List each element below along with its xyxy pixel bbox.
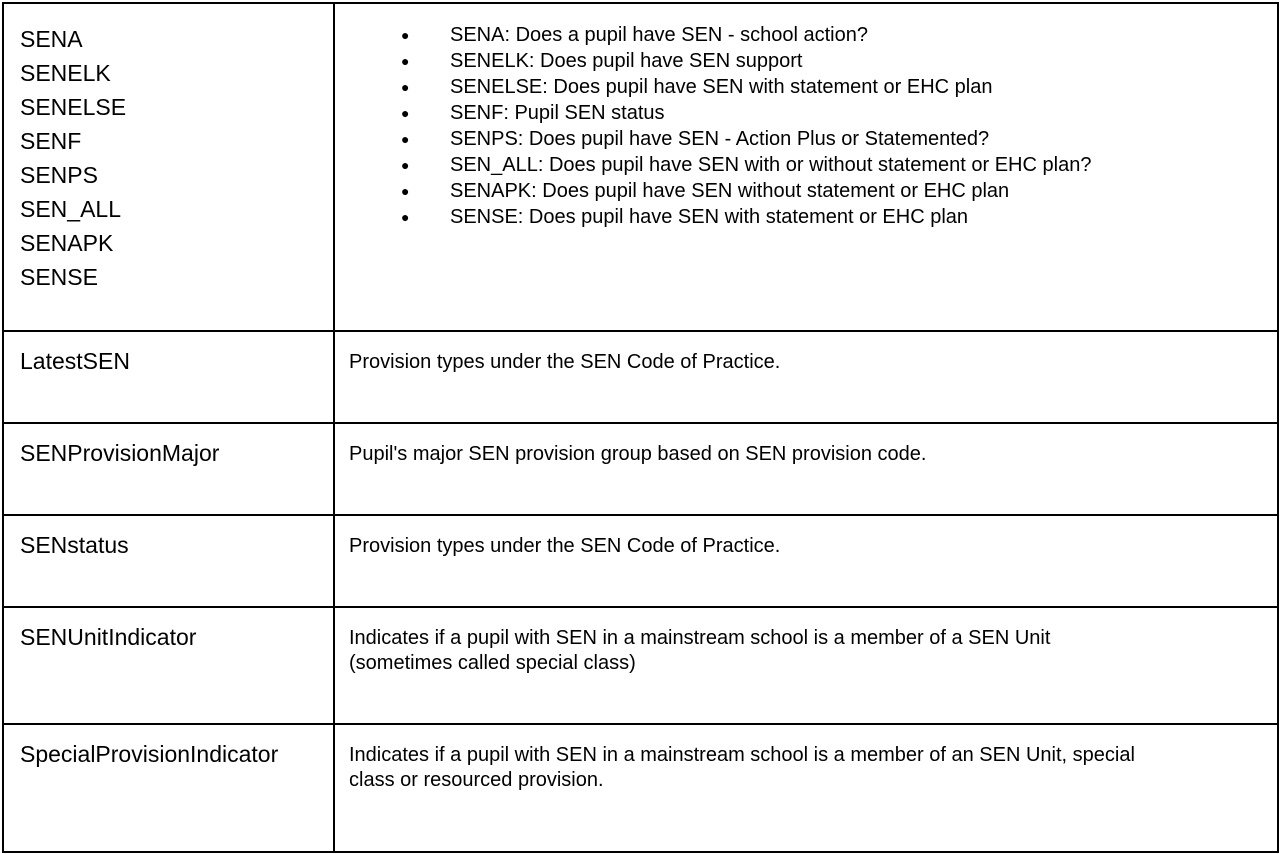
term-name: SENELSE [20,94,127,120]
term-name: SENProvisionMajor [20,440,220,466]
description-line: (sometimes called special class) [349,652,636,674]
term-cell [3,423,334,515]
description-line: Pupil's major SEN provision group based on SEN provision code. [349,443,927,465]
term-name: SENELK [20,60,111,86]
table-row [3,724,1278,852]
term-cell [3,331,334,423]
term-name: LatestSEN [20,348,130,374]
description-text [335,424,1277,467]
table-row [3,423,1278,515]
term-name: SEN_ALL [20,196,122,222]
term-name: SENF [20,128,82,154]
description-text [335,725,1277,793]
list-item: ● SENA: Does a pupil have SEN - school action? [401,22,1277,48]
table-row [3,607,1278,724]
term-cell [3,3,334,331]
list-item: ● SENSE: Does pupil have SEN with statement or EHC plan [401,204,1277,230]
description-cell [334,331,1278,423]
list-item: ● SENAPK: Does pupil have SEN without statement or EHC plan [401,178,1277,204]
description-cell [334,423,1278,515]
description-text [335,608,1277,676]
list-item: ● SENELSE: Does pupil have SEN with statement or EHC plan [401,74,1277,100]
term-list [4,4,333,294]
description-line: Provision types under the SEN Code of Practice. [349,351,781,373]
description-line: Indicates if a pupil with SEN in a mainstream school is a member of a SEN Unit [349,627,1051,649]
variable-table [2,2,1279,853]
table-row [3,515,1278,607]
description-line: Provision types under the SEN Code of Practice. [349,535,781,557]
term-name: SENPS [20,162,98,188]
description-cell [334,515,1278,607]
term-cell [3,724,334,852]
term-name: SENSE [20,264,98,290]
term-name: SpecialProvisionIndicator [20,741,279,767]
description-cell [334,607,1278,724]
description-line: Indicates if a pupil with SEN in a mainstream school is a member of an SEN Unit, special [349,744,1135,766]
table-row [3,331,1278,423]
term-name: SENA [20,26,83,52]
list-item: ● SENF: Pupil SEN status [401,100,1277,126]
list-item: ● SEN_ALL: Does pupil have SEN with or without statement or EHC plan? [401,152,1277,178]
description-text [335,516,1277,559]
term-name: SENAPK [20,230,114,256]
description-line: class or resourced provision. [349,769,604,791]
term-cell [3,515,334,607]
table-row [3,3,1278,331]
list-item: ● SENELK: Does pupil have SEN support [401,48,1277,74]
list-item: ● SENPS: Does pupil have SEN - Action Plus or Statemented? [401,126,1277,152]
description-cell [334,724,1278,852]
term-cell [3,607,334,724]
term-name: SENstatus [20,532,129,558]
description-text [335,332,1277,375]
bullet-list [335,4,1277,230]
term-name: SENUnitIndicator [20,624,197,650]
description-cell [334,3,1278,331]
